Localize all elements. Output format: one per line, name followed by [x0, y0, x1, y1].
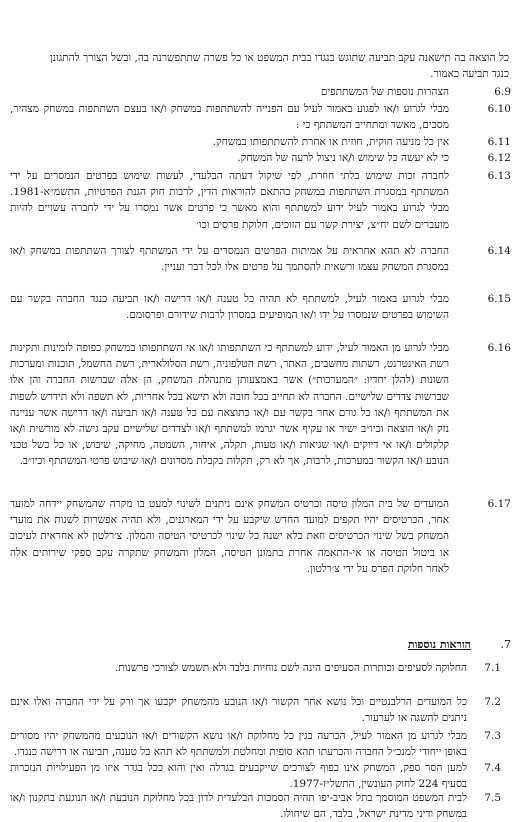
clause-text: המועדים של בית המלון טיסה וכרטיס המשחק אינם ניתנים לשינוי למעט בו מקרה שהמשחק יידחה למועד אחר, הכרטיסים יהיו תקפים למועד החדש שיקבע על ידי המארגנים, ולא תהיה אפשרות לשנות את מועדי המשחק בשל שינוי הכרטיסים וזאת כלא ישנה כל שינוי לכרטיסי הטיסה והמלון. צ׳רלטון לא אחראית לעיכוב או ביטול הטיסה או אי-התאמה אחרת בתמונן הטיסה, המלון והמשחק שתקרה עקב ספקי שירותים אלה לאחר חלוקת הפרס על ידי צ׳רלטון. — [10, 498, 449, 575]
clause-text: כל המועדים הרלבנטיים וכל נושא אחר הקשור ו/או הנובע מהמשחק יקבעו אך ורק על ידי החברה ואלו אינם ניתנים להשגה או לערעור. — [10, 696, 467, 725]
clause-text: הצהרות נוספות של המשתתפים — [320, 86, 449, 98]
continuation-paragraph: כל הוצאה בה תישאנה עקב תביעה שתוגש כנגדו בבית המשפט או כל פשרה שתתפשרנה בה, ובשל הצורך להתגונן כנגד תביעה כאמור. — [50, 52, 509, 81]
clause-text: מבלי לגרוע מן האמור לעיל, הכרעה בגין כל מחלוקת ו/או נושא הקשורים ו/או הנובעים מהמשחק יהיו מסורים באופן ייחודי למנכ״ל החברה והכרעתו תהא סופית ומחלטת ולמשתתף לא תהא כל טענה, תביעה או דרישה כנגדו. — [10, 730, 467, 759]
clause-text: אין כל מניעה חוקית, חוזית או אחרת להשתתפותו במשחק. — [212, 136, 449, 148]
clause-number: 6.16 — [487, 342, 511, 354]
clause-number: 6.9 — [494, 86, 511, 98]
clause-text: מבלי לגרוע מן האמור לעיל, ידוע למשתתף כי השתתפותו ו/או אי השתתפותו במשחק כפופה לזמינות ותקינות רשת האינטרנט, רשתות מחשבים, האתר, רשת הטלפוניה, רשת הסלולארית, רשת החשמל, תוכנות ומערכות השונות (להלן יחדיו: ״המערכות״) אשר באמצעותן מתנהלת המשחק, הן אלה שברשות החברה והן אלו שברשות צדדים שלישיים. החברה לא תחייב בכל חובה ולא תישא בכל אחריות, לא תשפה ולא תידרש לשפות את המשתתף ו/או כל גורם אחר בקשר עם ו/או כתוצאה עם כל טענה ו/או תביעה ו/או דרישה אשר עניינה נזק ו/או הוצאה וכיו״ב ישיר או עקיף אשר יגרמו למשתתף ו/או לצדדים שלישיים עקב גישה לא מורשית ו/או קלקולים ו/או אי דיוקים ו/או שגיאות ו/או טעות, תקלה, איחור, השמטה, מחיקה, שיבוש, או כל כשל טכני הנובע ו/או הקשור במערכות, לרבות, אך לא רק, תקלות בקבלת מסרונים ו/או שיבוש פרטי המשתתף וכיו״ב. — [10, 342, 449, 468]
clause-text: לבית המשפט המוסמך בתל אביב-יפו תהיה הסמכות הבלעדית לדון בכל מחלוקת הנובעת ו/או הנוגעת בתקנון ו/או במשחק ודיני מדינת ישראל, בלבד, הם שיחולו. — [10, 792, 467, 821]
section-number: 7. — [500, 638, 511, 651]
clause-number: 6.14 — [487, 245, 511, 257]
clause-number: 6.17 — [487, 498, 511, 510]
section-title: הוראות נוספות — [407, 638, 471, 651]
clause-number: 6.10 — [487, 103, 511, 115]
clause-text: מבלי לגרוע ו/או לפגוע באמור לעיל עם הפנייה להשתתפות במשחק ו/או בעצם השתתפות במשחק מצהיר, מסכים, מאשר ומתחייב המשתתף כי : — [10, 103, 449, 132]
clause-number: 6.11 — [487, 136, 511, 148]
clause-number: 7.5 — [484, 792, 501, 804]
section-7-heading — [10, 637, 511, 655]
clause-number: 7.4 — [484, 762, 501, 774]
clause-number: 6.15 — [487, 293, 511, 305]
clause-text: החלוקה לסעיפים וכותרות הסעיפים הינה לשם נוחיות בלבד ולא תשמש לצורכי פרשנות. — [114, 662, 467, 674]
clause-number: 7.3 — [484, 730, 501, 742]
clause-text: כי לא יעשה כל שימוש ו/או ניצול לרעה של המשחק. — [237, 152, 449, 164]
clause-text: למען הסר ספק, המשחק אינו כפוף לצורכים שייקבעים בגרלה ואין והוא ככל בגדר איזו מן הפעילויות הנזכרות בסעיף 224 לחוק העונשין, התשל״ז-1977. — [10, 762, 467, 791]
clause-number: 7.1 — [484, 662, 501, 674]
clause-number: 6.12 — [487, 152, 511, 164]
clause-text: מבלי לגרוע באמור לעיל, למשתתף לא תהיה כל טענה ו/או דרישה ו/או תביעה כנגד החברה בקשר עם השימוש בפרטים שנמסרו על ידו ו/או המופיעים במסרון לרבות שידורם ופרסומם. — [10, 293, 449, 322]
clause-number: 6.13 — [487, 170, 511, 182]
clause-text: החברה לא תהא אחראית על אמיתות הפרטים הנמסרים על ידי המשתתף לצורך השתתפות במשחק ו/או במסגרת המשחק עצמו ורשאית להסתמך על פרטים אלו לכל דבר ועניין. — [10, 245, 449, 274]
clause-text: לחברה זכות שימוש בלתי חוזרת, לפי שיקול דעתה הבלעדי, לעשות שימוש בפרטים הנמסרים על ידי המשתתף במסגרת השתתפות במשחק בהתאם להוראות הדין, לרבות חוק הגנת הפרטיות, התשמ״א-1981. מבלי לגרוע באמור לעיל ידוע למשתתף והוא מאשר כי פרטים אשר נמסרו על ידי לחברה עשויים להיות מועברים לשם יח״צ, יצירת קשר עם הזוכים, חלוקת פרסים וכו׳ — [10, 170, 449, 231]
clause-number: 7.2 — [484, 696, 501, 708]
